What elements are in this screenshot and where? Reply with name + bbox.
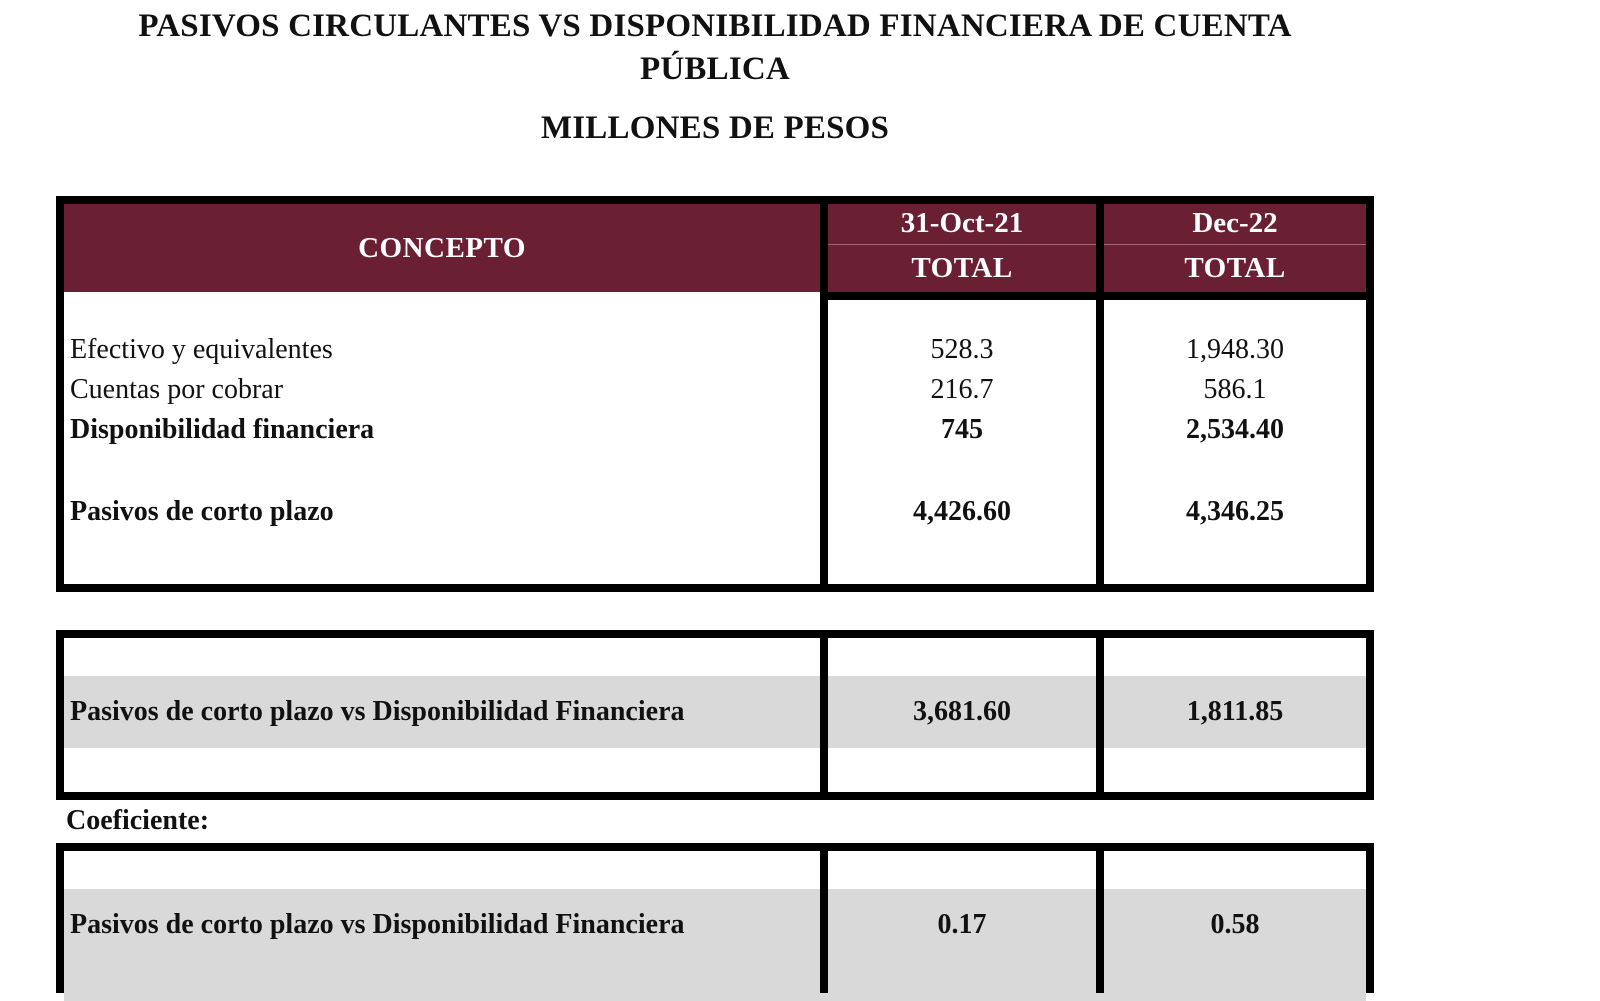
table-row xyxy=(64,410,1366,450)
row-value-dec22: 0.58 xyxy=(1210,909,1260,940)
header-date: Dec-22 xyxy=(1104,204,1366,245)
header-column-oct21 xyxy=(828,204,1096,292)
row-value-dec22: 2,534.40 xyxy=(1186,414,1284,445)
header-total: TOTAL xyxy=(1184,252,1286,284)
row-value-dec22: 1,811.85 xyxy=(1186,696,1284,727)
header-date: 31-Oct-21 xyxy=(828,204,1096,245)
row-label: Pasivos de corto plazo xyxy=(70,496,334,527)
row-value-oct21: 528.3 xyxy=(930,334,994,365)
main-table xyxy=(56,196,1374,592)
table-row xyxy=(64,492,1366,532)
row-value-oct21: 4,426.60 xyxy=(913,496,1011,527)
row-value-dec22: 4,346.25 xyxy=(1186,496,1284,527)
report-subtitle: MILLONES DE PESOS xyxy=(540,110,890,146)
report-title: PASIVOS CIRCULANTES VS DISPONIBILIDAD FINANCIERA DE CUENTA xyxy=(138,8,1292,44)
coefficient-heading: Coeficiente: xyxy=(66,805,210,836)
row-value-oct21: 3,681.60 xyxy=(913,696,1011,727)
header-column-dec22 xyxy=(1104,204,1366,292)
row-label: Cuentas por cobrar xyxy=(70,374,284,405)
table-row xyxy=(64,370,1366,410)
table-row xyxy=(64,330,1366,370)
header-total: TOTAL xyxy=(911,252,1013,284)
coefficient-table xyxy=(56,843,1374,993)
row-value-dec22: 586.1 xyxy=(1203,374,1267,405)
comparison-table xyxy=(56,630,1374,800)
table-header xyxy=(64,204,1366,292)
row-value-dec22: 1,948.30 xyxy=(1186,334,1284,365)
header-divider xyxy=(820,292,1366,300)
row-value-oct21: 0.17 xyxy=(937,909,987,940)
report-title-continued: PÚBLICA xyxy=(640,51,790,87)
row-label: Pasivos de corto plazo vs Disponibilidad Financiera xyxy=(70,696,685,727)
row-label: Efectivo y equivalentes xyxy=(70,334,333,365)
coefficient-row xyxy=(64,905,1366,945)
row-value-oct21: 216.7 xyxy=(930,374,994,405)
row-label: Disponibilidad financiera xyxy=(70,414,375,445)
row-label: Pasivos de corto plazo vs Disponibilidad Financiera xyxy=(70,909,685,940)
header-concept: CONCEPTO xyxy=(64,204,820,292)
row-value-oct21: 745 xyxy=(941,414,983,445)
comparison-row xyxy=(64,692,1366,732)
